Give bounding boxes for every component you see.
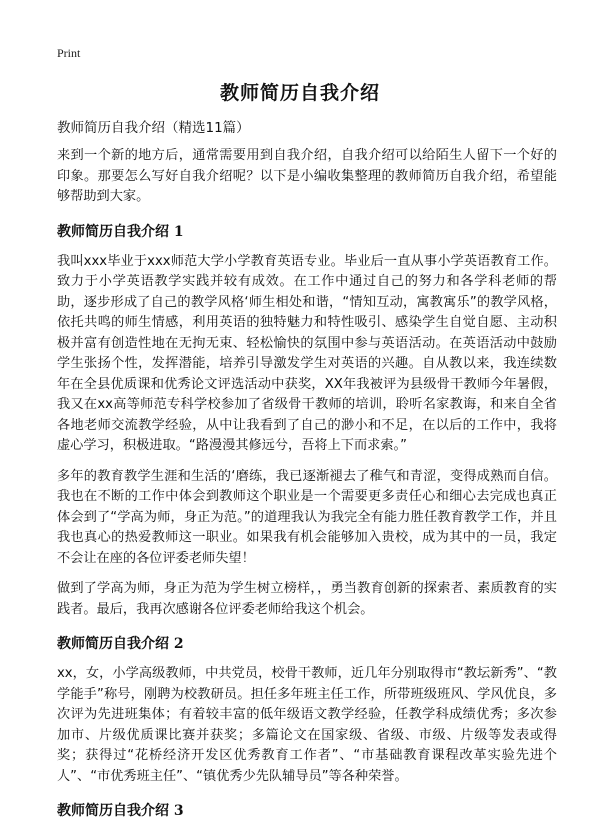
intro-paragraph: 来到一个新的地方后，通常需要用到自我介绍，自我介绍可以给陌生人留下一个好的印象。那要怎么写好自我介绍呢？以下是小编收集整理的教师简历自我介绍，希望能够帮助到大家。 (57, 148, 557, 204)
section-1-paragraph-3: 做到了学高为师，身正为范为学生树立榜样，，勇当教育创新的探索者、素质教育的实践者。最后，我再次感谢各位评委老师给我这个机会。 (57, 581, 557, 617)
section-heading-1: 教师简历自我介绍 1 (57, 223, 184, 240)
document-content (57, 118, 557, 828)
document-subtitle: 教师简历自我介绍（精选11篇） (57, 120, 250, 136)
section-heading-3: 教师简历自我介绍 3 (57, 803, 184, 819)
section-2-paragraph-1: xx，女，小学高级教师，中共党员，校骨干教师，近几年分别取得市“教坛新秀”、“教学能手”称号，刚聘为校教研员。担任多年班主任工作，所带班级班风、学风优良，多次评为先进班集体；有着较丰富的低年级语文教学经验，任教学科成绩优秀；多次参加市、片级优质课比赛并获奖；多篇论文在国家级、省级、市级、片级等发表或得奖；获得过“花桥经济开发区优秀教育工作者”、“市基础教育课程改革实验先进个人”、“市优秀班主任”、“镇优秀少先队辅导员”等各种荣誉。 (57, 666, 557, 784)
print-link[interactable]: Print (57, 46, 81, 60)
section-heading-2: 教师简历自我介绍 2 (57, 636, 184, 652)
section-1-paragraph-1: 我叫xxx毕业于xxx师范大学小学教育英语专业。毕业后一直从事小学英语教育工作。致力于小学英语教学实践并较有成效。在工作中通过自己的努力和各学科老师的帮助，逐步形成了自己的教学风格‘师生相处和谐，“情知互动，寓教寓乐”的教学风格，依托共鸣的师生情感，利用英语的独特魅力和特性吸引、感染学生自觉自愿、主动积极并富有创造性地在无拘无束、轻松愉快的氛围中参与英语活动。在英语活动中鼓励学生张扬个性，发挥潜能，培养引导激发学生对英语的兴趣。自从教以来，我连续数年在全县优质课和优秀论文评选活动中获奖，XX年我被评为县级骨干教师今年暑假，我又在xx高等师范专科学校参加了省级骨干教师的培训，聆听名家教诲，和来自全省各地老师交流教学经验，从中让我看到了自己的渺小和不足，在以后的工作中，我将虚心学习，积极进取。“路漫漫其修远兮，吾将上下而求索。” (57, 253, 557, 453)
page-title: 教师简历自我介绍 (219, 82, 380, 104)
section-1-paragraph-2: 多年的教育教学生涯和生活的‘磨练，我已逐渐褪去了稚气和青涩，变得成熟而自信。我也在不断的工作中体会到教师这个职业是一个需要更多责任心和细心去完成也真正体会到了“学高为师，身正为范。”的道理我认为我完全有能力胜任教育教学工作，并且我也真心的热爱教师这一职业。如果我有机会能够加入贵校，成为其中的一员，我定不会让在座的各位评委老师失望！ (57, 468, 557, 566)
